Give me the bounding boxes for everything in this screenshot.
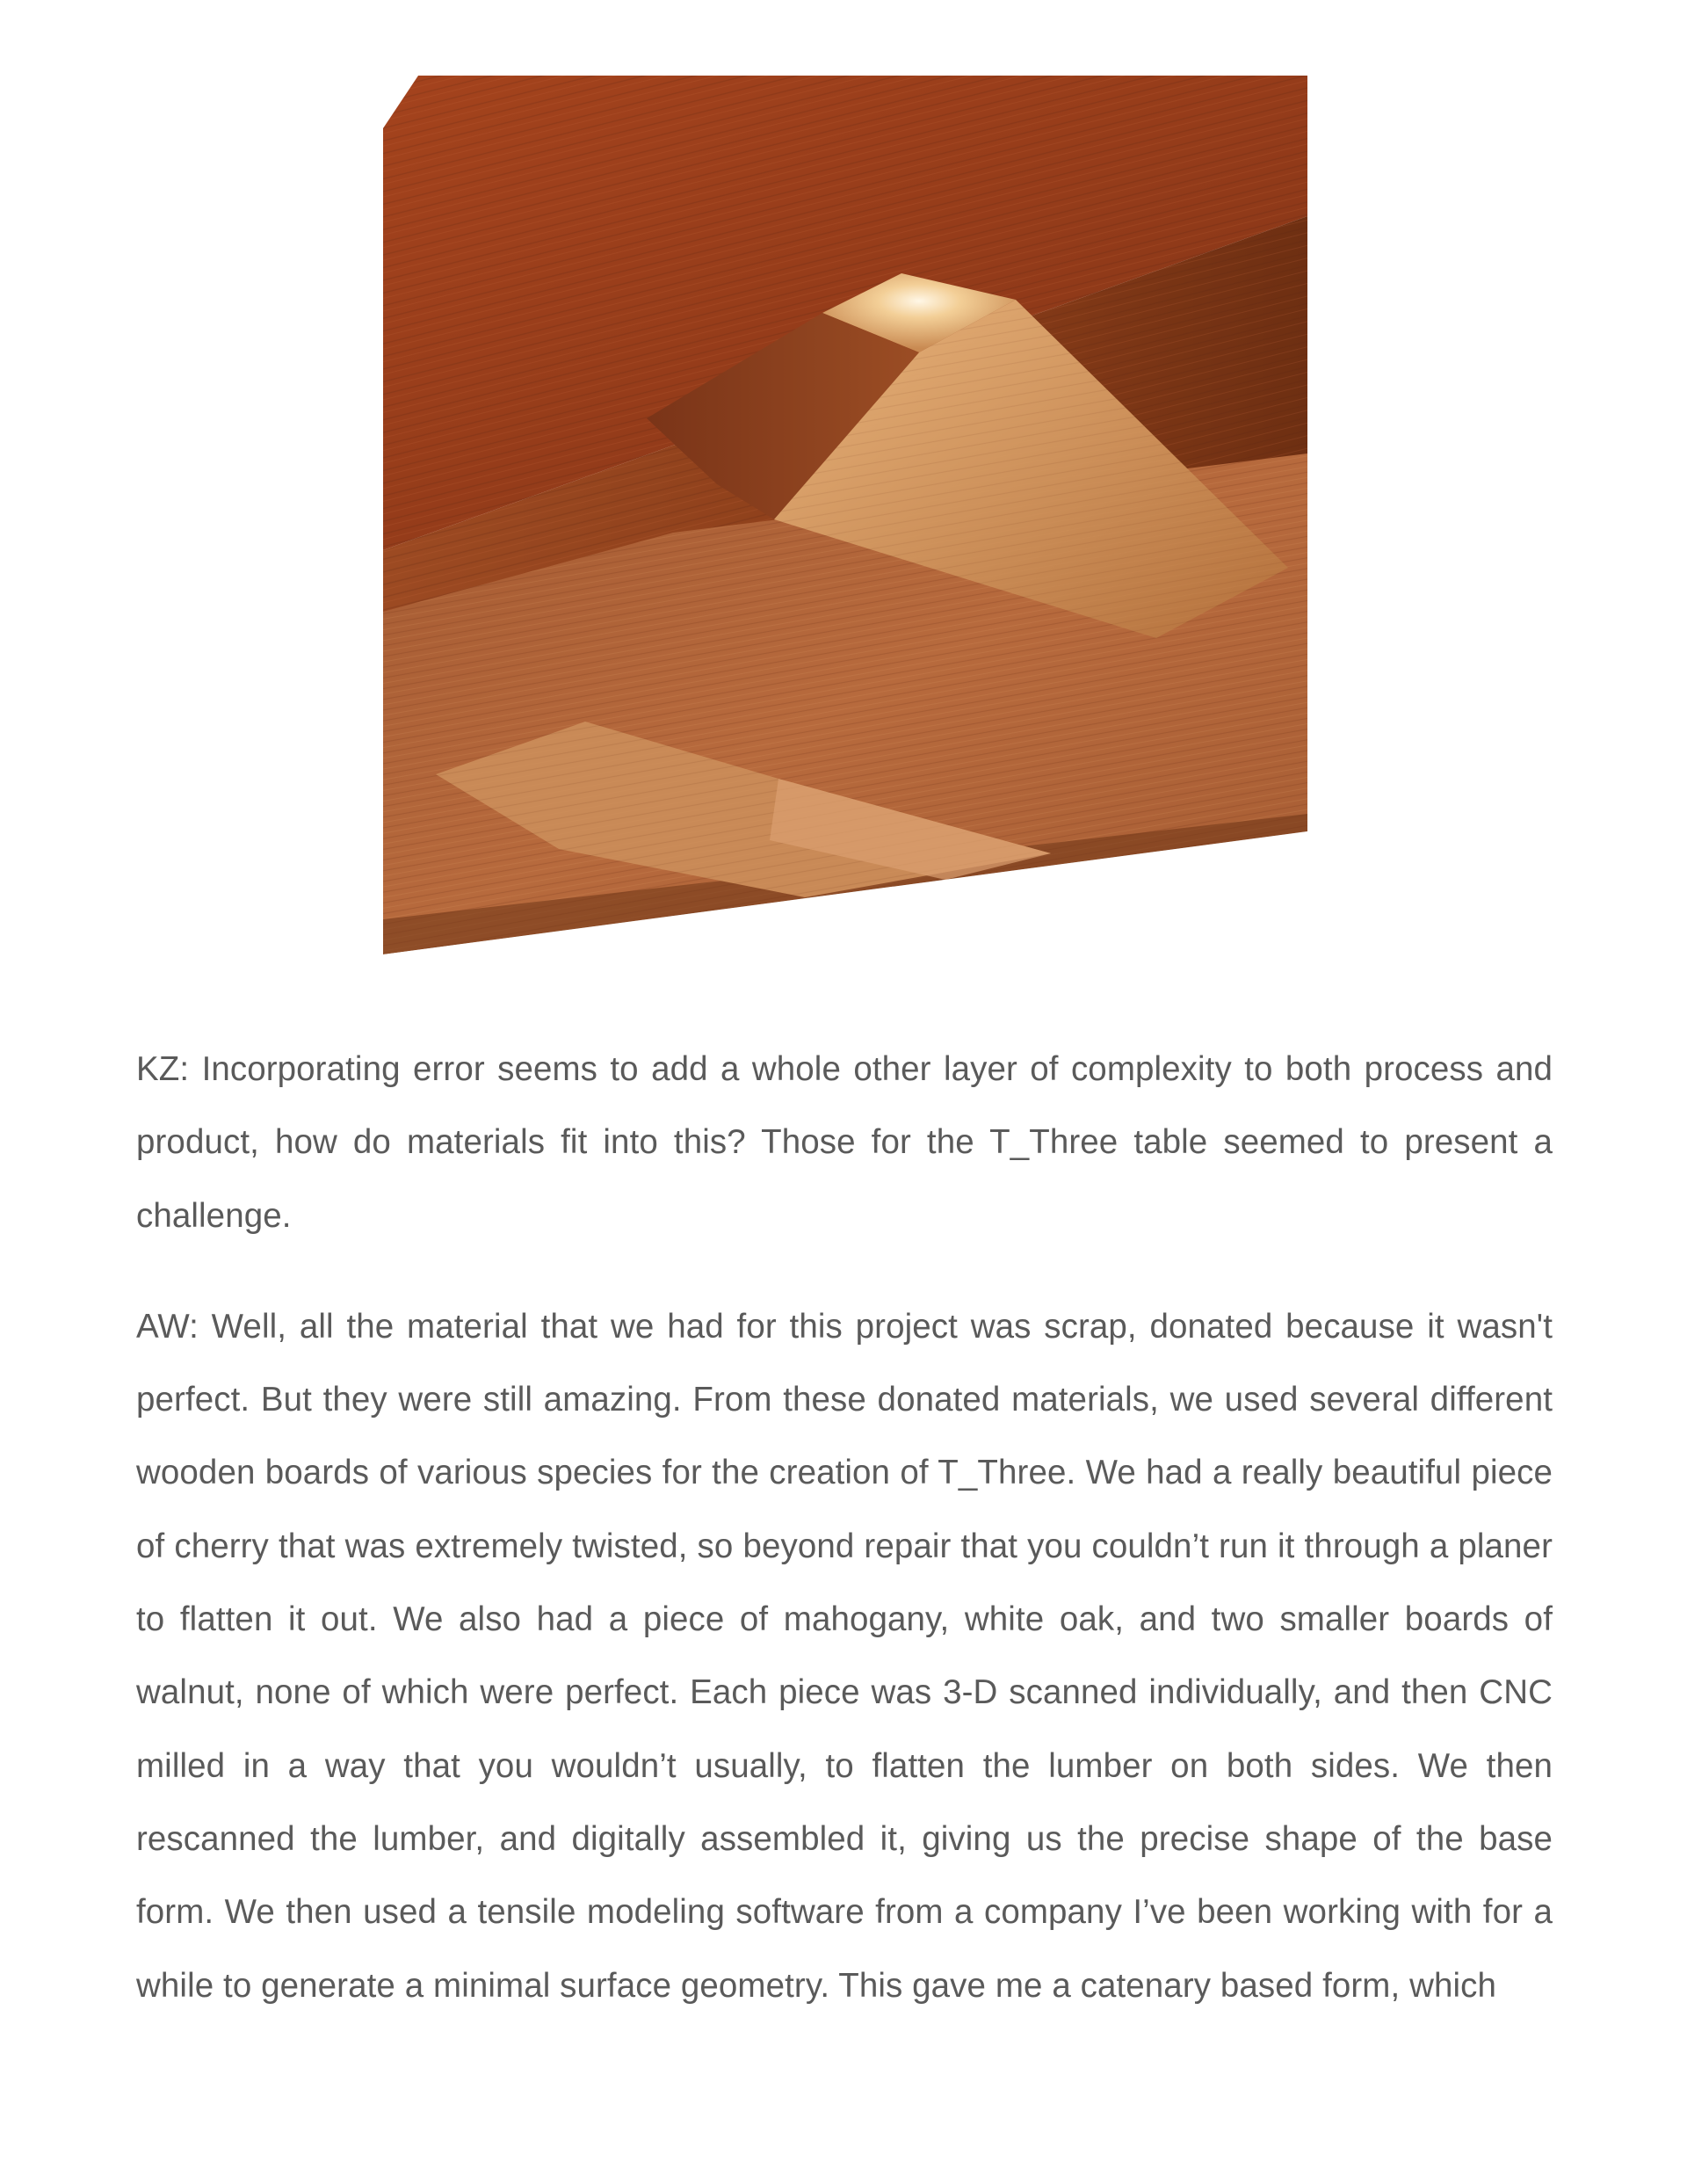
interview-question-kz: KZ: Incorporating error seems to add a whole other layer of complexity to both process and product, how do materials fit into this? Those for the T_Three table seemed to present a challenge. (136, 1050, 1553, 1235)
article-body (136, 1033, 1553, 2022)
wood-joinery-photo (383, 76, 1307, 977)
interview-answer-aw: AW: Well, all the material that we had for this project was scrap, donated because it wasn't perfect. But they were still amazing. From these donated materials, we used several different wooden boards of various species for the creation of T_Three. We had a really beautiful piece of cherry that was extremely twisted, so beyond repair that you couldn’t run it through a planer to flatten it out. We also had a piece of mahogany, white oak, and two smaller boards of walnut, none of which were perfect. Each piece was 3-D scanned individually, and then CNC milled in a way that you wouldn’t usually, to flatten the lumber on both sides. We then rescanned the lumber, and digitally assembled it, giving us the precise shape of the base form. We then used a tensile modeling software from a company I’ve been working with for a while to generate a minimal surface geometry. This gave me a catenary based form, which (136, 1307, 1553, 2005)
wood-photo-illustration (383, 76, 1307, 977)
